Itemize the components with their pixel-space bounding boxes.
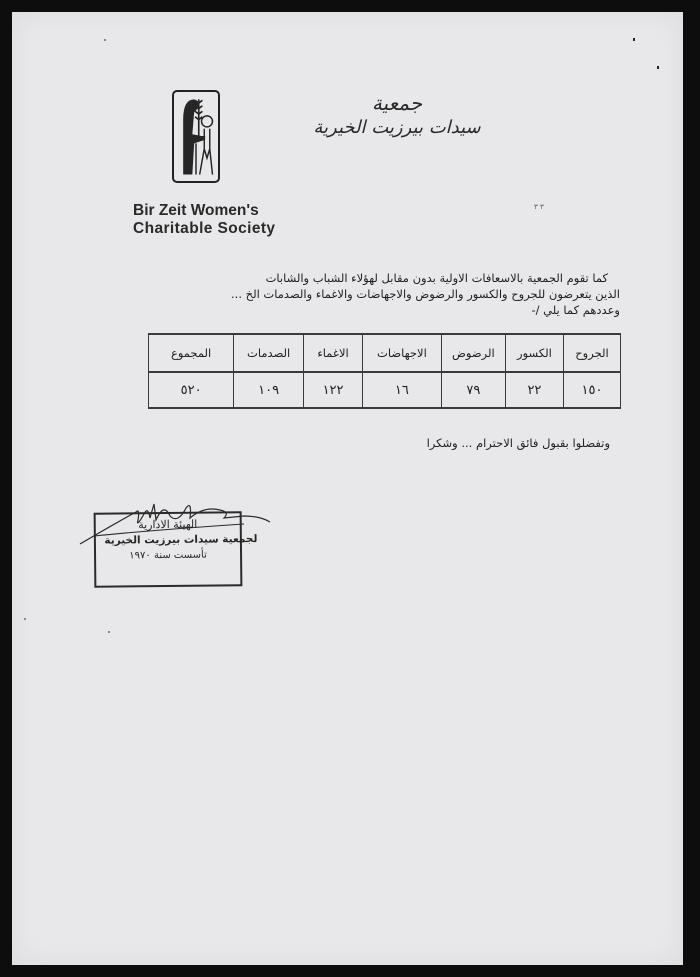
table-cell: ١٥٠ bbox=[563, 372, 620, 408]
body-paragraph bbox=[120, 270, 620, 318]
english-name-line2: Charitable Society bbox=[133, 220, 276, 237]
table-cell: ٥٢٠ bbox=[149, 372, 234, 408]
body-line-1: كما تقوم الجمعية بالاسعافات الاولية بدون مقابل لهؤلاء الشباب والشابات bbox=[265, 271, 608, 285]
speck-mark bbox=[657, 66, 659, 69]
stamp-line-3: تأسست سنة ١٩٧٠ bbox=[129, 549, 207, 562]
first-aid-statistics-table bbox=[148, 333, 621, 409]
body-line-3: وعددهم كما يلي /- bbox=[531, 303, 620, 317]
closing-line: وتفضلوا بقبول فائق الاحترام ... وشكرا bbox=[426, 436, 610, 450]
arabic-heading-line1: جمعية bbox=[371, 91, 423, 115]
society-logo bbox=[172, 90, 220, 183]
stamp-line-1: الهيئة الادارية bbox=[138, 517, 198, 532]
english-name-line1: Bir Zeit Women's bbox=[133, 202, 259, 219]
speck-mark bbox=[633, 38, 635, 41]
table-header-cell: الرضوض bbox=[441, 334, 505, 372]
table-cell: ١٦ bbox=[362, 372, 441, 408]
official-stamp bbox=[94, 511, 258, 588]
table-header-cell: الكسور bbox=[505, 334, 563, 372]
table-cell: ٧٩ bbox=[441, 372, 505, 408]
arabic-heading-line2: سيدات بيرزيت الخيرية bbox=[313, 117, 481, 138]
speck-mark bbox=[108, 631, 110, 633]
body-line-2: الذين يتعرضون للجروح والكسور والرضوض والاجهاضات والاغماء والصدمات الخ ... bbox=[231, 287, 620, 301]
table-header-cell: المجموع bbox=[149, 334, 234, 372]
stamp-line-2: لجمعية سيدات بيرزيت الخيرية bbox=[104, 533, 258, 547]
table-header-cell: الجروح bbox=[563, 334, 620, 372]
table-row bbox=[149, 372, 621, 408]
document-page bbox=[12, 12, 683, 965]
table-header-row bbox=[149, 334, 621, 372]
speck-mark bbox=[104, 39, 106, 41]
woman-with-child-and-wheat-logo-icon bbox=[174, 92, 218, 181]
table-header-cell: الصدمات bbox=[234, 334, 304, 372]
table-header-cell: الاغماء bbox=[304, 334, 363, 372]
society-arabic-name bbox=[297, 90, 497, 140]
table-cell: ١٢٢ bbox=[304, 372, 363, 408]
society-english-name bbox=[133, 202, 275, 238]
corner-mark: ٣ ٣ bbox=[534, 203, 544, 211]
speck-mark bbox=[24, 618, 26, 620]
table-header-cell: الاجهاضات bbox=[362, 334, 441, 372]
table-cell: ١٠٩ bbox=[234, 372, 304, 408]
table-cell: ٢٢ bbox=[505, 372, 563, 408]
